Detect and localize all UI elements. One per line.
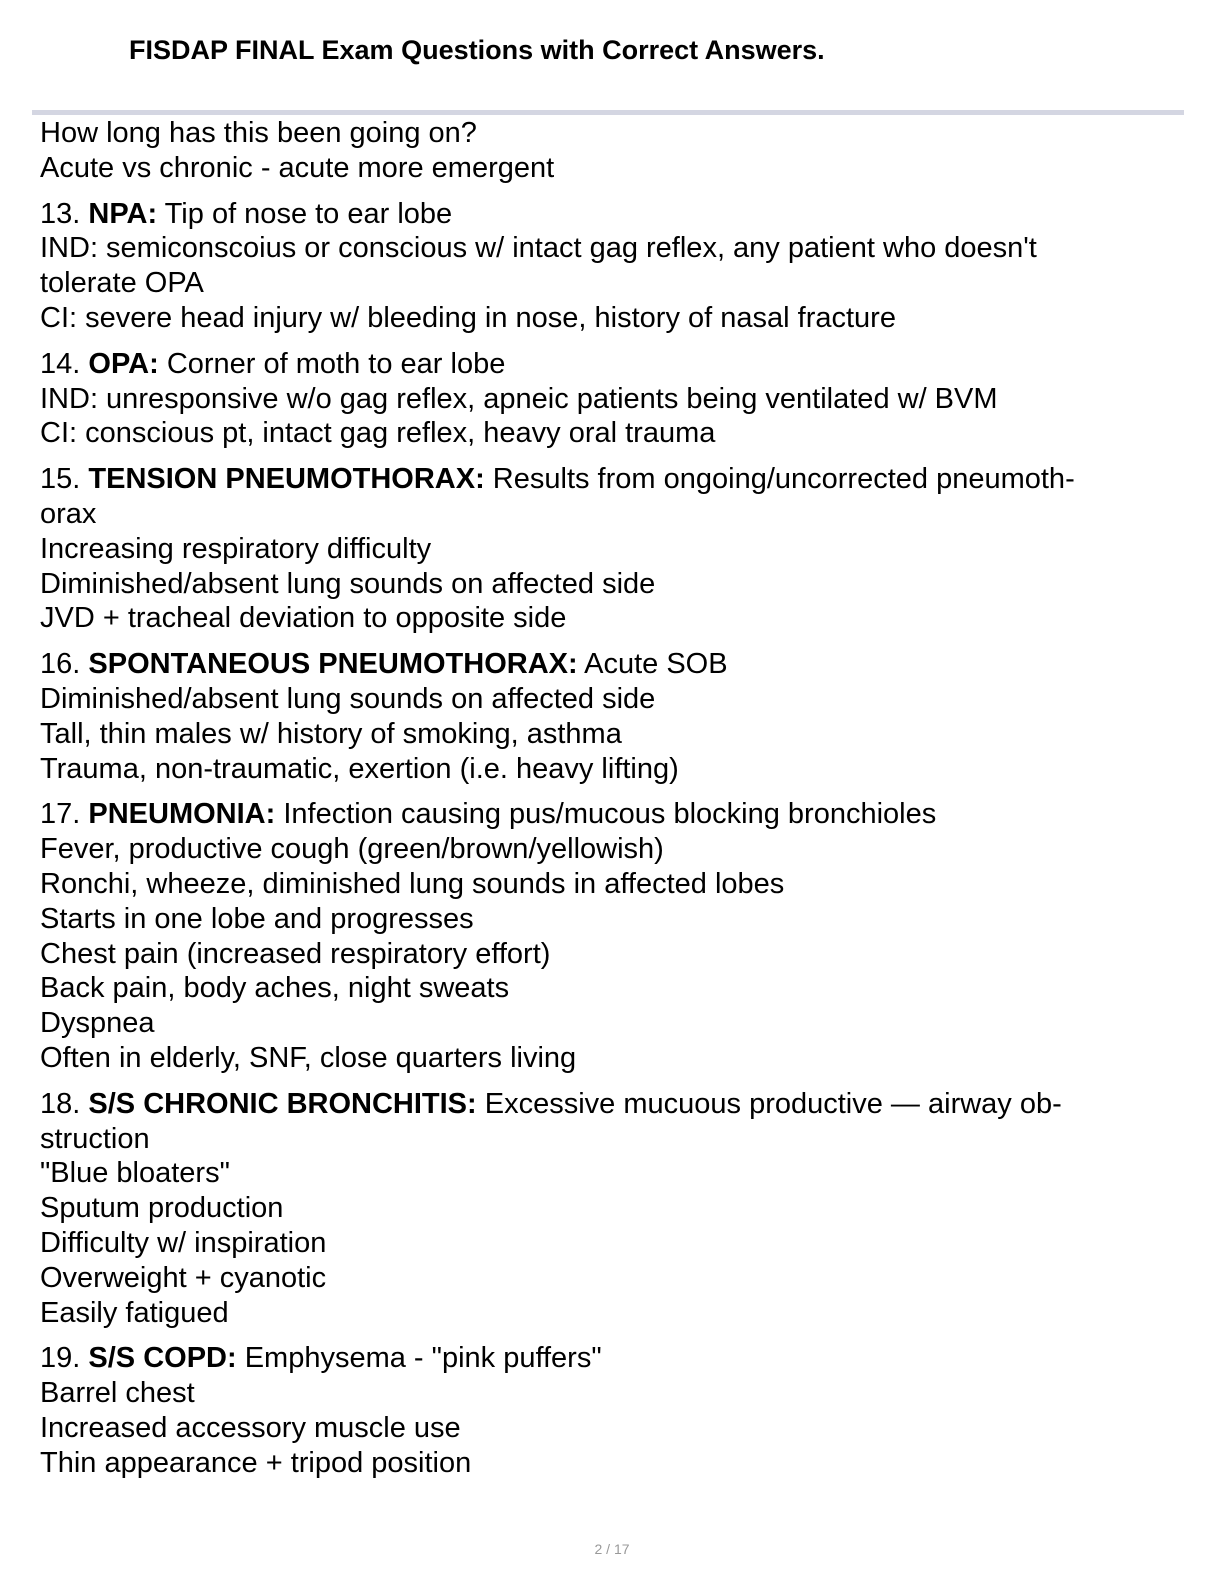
definition-text: Results from ongoing/uncorrected pneumoth- xyxy=(492,463,1075,496)
definition-text: Acute SOB xyxy=(584,648,728,681)
item-number: 19. xyxy=(40,1342,81,1375)
definition-text: Corner of moth to ear lobe xyxy=(166,347,506,380)
answer-line: Increased accessory muscle use xyxy=(40,1411,461,1444)
term-label: PNEUMONIA: xyxy=(88,798,276,831)
term-label: S/S COPD: xyxy=(88,1342,237,1375)
answer-line: CI: conscious pt, intact gag reflex, heavy oral trauma xyxy=(40,417,716,450)
qa-list xyxy=(40,197,1184,1481)
answer-line: IND: semiconscoius or conscious w/ intact gag reflex, any patient who doesn't xyxy=(40,232,1037,265)
qa-heading-line xyxy=(40,647,1184,682)
item-number: 18. xyxy=(40,1087,81,1120)
answer-line: Fever, productive cough (green/brown/yellowish) xyxy=(40,833,664,866)
answer-line: Easily fatigued xyxy=(40,1296,229,1329)
qa-heading-line xyxy=(40,197,1184,232)
answer-line: orax xyxy=(40,497,97,530)
answer-line: Chest pain (increased respiratory effort) xyxy=(40,937,551,970)
item-number: 16. xyxy=(40,648,81,681)
term-label: SPONTANEOUS PNEUMOTHORAX: xyxy=(88,648,578,681)
answer-line: struction xyxy=(40,1122,150,1155)
qa-heading-line xyxy=(40,462,1184,497)
intro-line: Acute vs chronic - acute more emergent xyxy=(40,151,555,184)
qa-item xyxy=(40,1341,1184,1480)
item-number: 13. xyxy=(40,197,81,230)
item-number: 15. xyxy=(40,463,81,496)
answer-line: IND: unresponsive w/o gag reflex, apneic patients being ventilated w/ BVM xyxy=(40,382,998,415)
qa-heading-line xyxy=(40,347,1184,382)
intro-line: How long has this been going on? xyxy=(40,117,477,149)
answer-line: Sputum production xyxy=(40,1192,284,1225)
qa-item xyxy=(40,1087,1184,1331)
definition-text: Excessive mucuous productive — airway ob- xyxy=(484,1087,1062,1120)
answer-line: Barrel chest xyxy=(40,1377,195,1410)
item-number: 17. xyxy=(40,798,81,831)
answer-line: Back pain, body aches, night sweats xyxy=(40,972,510,1005)
answer-line: Increasing respiratory difficulty xyxy=(40,532,432,565)
header-divider xyxy=(32,110,1184,115)
definition-text: Tip of nose to ear lobe xyxy=(164,197,453,230)
definition-text: Infection causing pus/mucous blocking bronchioles xyxy=(283,798,937,831)
qa-item xyxy=(40,647,1184,786)
term-label: OPA: xyxy=(88,347,159,380)
answer-line: Difficulty w/ inspiration xyxy=(40,1226,327,1259)
answer-line: Starts in one lobe and progresses xyxy=(40,902,474,935)
qa-item xyxy=(40,197,1184,336)
answer-line: JVD + tracheal deviation to opposite side xyxy=(40,602,567,635)
qa-item xyxy=(40,347,1184,451)
answer-line: Diminished/absent lung sounds on affected side xyxy=(40,682,656,715)
item-number: 14. xyxy=(40,347,81,380)
intro-block xyxy=(40,116,1184,186)
answer-line: CI: severe head injury w/ bleeding in nose, history of nasal fracture xyxy=(40,301,896,334)
qa-heading-line xyxy=(40,797,1184,832)
term-label: S/S CHRONIC BRONCHITIS: xyxy=(88,1087,477,1120)
definition-text: Emphysema - "pink puffers" xyxy=(244,1342,602,1375)
answer-line: Thin appearance + tripod position xyxy=(40,1446,472,1479)
qa-item xyxy=(40,462,1184,636)
answer-line: Tall, thin males w/ history of smoking, asthma xyxy=(40,717,622,750)
answer-line: Ronchi, wheeze, diminished lung sounds in affected lobes xyxy=(40,867,785,900)
answer-line: Overweight + cyanotic xyxy=(40,1261,327,1294)
answer-line: Often in elderly, SNF, close quarters living xyxy=(40,1041,577,1074)
qa-heading-line xyxy=(40,1341,1184,1376)
answer-line: "Blue bloaters" xyxy=(40,1157,230,1190)
answer-line: Trauma, non-traumatic, exertion (i.e. heavy lifting) xyxy=(40,752,679,785)
qa-heading-line xyxy=(40,1087,1184,1122)
document-title: FISDAP FINAL Exam Questions with Correct Answers. xyxy=(129,35,825,65)
answer-line: Dyspnea xyxy=(40,1007,155,1040)
term-label: TENSION PNEUMOTHORAX: xyxy=(88,463,485,496)
answer-line: tolerate OPA xyxy=(40,267,204,300)
qa-item xyxy=(40,797,1184,1075)
answer-line: Diminished/absent lung sounds on affected side xyxy=(40,567,656,600)
term-label: NPA: xyxy=(88,197,158,230)
document-body xyxy=(40,116,1184,1480)
page-number: 2 / 17 xyxy=(594,1541,630,1557)
